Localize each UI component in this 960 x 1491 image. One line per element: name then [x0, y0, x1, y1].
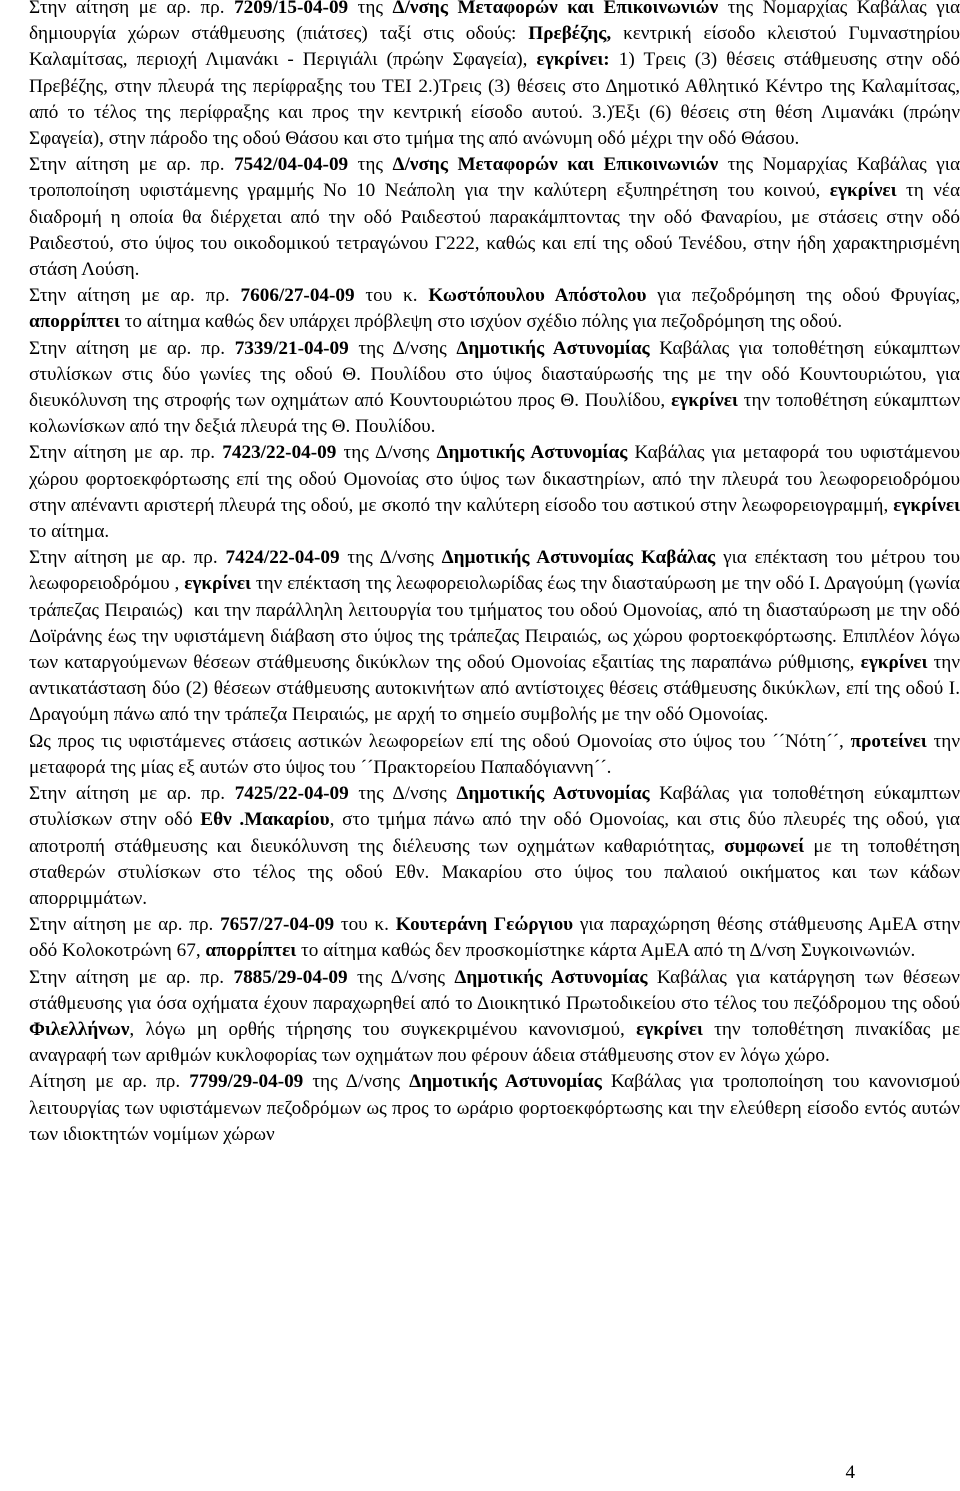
list-item	[0, 1069, 960, 1148]
item-number	[0, 912, 29, 938]
item-text: Στην αίτηση με αρ. πρ. 7657/27-04-09 του κ. Κουτεράνη Γεώργιου για παραχώρηση θέσης στάθμευσης ΑμΕΑ στην οδό Κολοκοτρώνη 67, απορρίπτει το αίτημα καθώς δεν προσκομίστηκε κάρτα ΑμΕΑ από τη Δ/νση Συγκοινωνιών.	[29, 914, 960, 962]
item-text: Στην αίτηση με αρ. πρ. 7885/29-04-09 της Δ/νσης Δημοτικής Αστυνομίας Καβάλας για κατάργηση των θέσεων στάθμευσης για όσα οχήματα έχουν παραχωρηθεί από το Διοικητικό Πρωτοδικείου στο τέλος του πεζόδρομου της οδού Φιλελλήνων, λόγω μη ορθής τήρησης του συγκεκριμένου κανονισμού, εγκρίνει την τοποθέτηση πινακίδας με αναγραφή των αριθμών κυκλοφορίας των οχημάτων που φέρουν άδεια στάθμευσης στον εν λόγω χώρο.	[29, 966, 960, 1067]
item-paragraph	[0, 545, 960, 728]
item-text: Στην αίτηση με αρ. πρ. 7606/27-04-09 του κ. Κωστόπουλου Απόστολου για πεζοδρόμηση της οδού Φρυγίας, απορρίπτει το αίτημα καθώς δεν υπάρχει πρόβλεψη στο ισχύον σχέδιο πόλης για πεζοδρόμηση της οδού.	[29, 285, 960, 333]
item-paragraph	[0, 0, 960, 152]
item-number	[0, 781, 29, 807]
item-paragraph	[0, 440, 960, 545]
list-item	[0, 336, 960, 441]
item-number	[0, 152, 29, 178]
list-item	[0, 545, 960, 781]
item-text: Στην αίτηση με αρ. πρ. 7424/22-04-09 της Δ/νσης Δημοτικής Αστυνομίας Καβάλας για επέκταση του μέτρου του λεωφορειοδρόμου , εγκρίνει την επέκταση της λεωφορειολωρίδας έως την διασταύρωση με την οδό Ι. Δραγούμη (γωνία τράπεζας Πειραιώς) και την παράλληλη λειτουργία του τμήματος του οδού Ομονοίας, από τη διασταύρωση με την οδό Δοϊράνης έως την υφιστάμενη διάβαση στο ύψος της τράπεζας Πειραιώς, ως χώρου φορτοεκφόρτωσης. Επιπλέον λόγω των καταργούμενων θέσεων στάθμευσης δικύκλων της οδού Ομονοίας εξαιτίας της παραπάνω ρύθμισης, εγκρίνει την αντικατάσταση δύο (2) θέσεων στάθμευσης αυτοκινήτων από αντίστοιχες θέσεις στάθμευσης δικύκλων, επί της οδού Ι. Δραγούμη πάνω από την τράπεζα Πειραιώς, με αρχή το σημείο συμβολής με την οδό Ομονοίας.	[29, 547, 960, 726]
item-text: Στην αίτηση με αρ. πρ. 7209/15-04-09 της Δ/νσης Μεταφορών και Επικοινωνιών της Νομαρχίας Καβάλας για δημιουργία χώρων στάθμευσης (πιάτσες) ταξί στις οδούς: Πρεβέζης, κεντρική είσοδο κλειστού Γυμναστηρίου Καλαμίτσας, περιοχή Λιμανάκι - Περιγιάλι (πρώην Σφαγεία), εγκρίνει: 1) Τρεις (3) θέσεις στάθμευσης στην οδό Πρεβέζης, στην πλευρά της περίφραξης του ΤΕΙ 2.)Τρεις (3) θέσεις στο Δημοτικό Αθλητικό Κέντρο της Καλαμίτσας, από το τέλος της περίφραξης και προς την κεντρική είσοδο αυτού. 3.)Έξι (6) θέσεις στη θέση Λιμανάκι (πρώην Σφαγεία), στην πάροδο της οδού Θάσου και στο τμήμα της από ανώνυμη οδό μέχρι την οδό Θάσου.	[29, 0, 960, 150]
page-number: 4	[845, 1462, 855, 1483]
list-item	[0, 912, 960, 964]
item-paragraph	[0, 152, 960, 283]
item-paragraph	[0, 1069, 960, 1148]
item-number	[0, 336, 29, 362]
list-item	[0, 152, 960, 283]
item-number	[0, 965, 29, 991]
list-item	[0, 965, 960, 1070]
list-item	[0, 781, 960, 912]
item-number	[0, 0, 29, 21]
item-number	[0, 545, 29, 571]
item-text: Αίτηση με αρ. πρ. 7799/29-04-09 της Δ/νσης Δημοτικής Αστυνομίας Καβάλας για τροποποίηση του κανονισμού λειτουργίας των υφιστάμενων πεζοδρόμων ως προς το ωράριο φορτοεκφόρτωσης και την ελεύθερη είσοδο εντός αυτών των ιδιοκτητών νομίμων χώρων	[29, 1071, 960, 1145]
item-paragraph	[0, 336, 960, 441]
item-extra-paragraph: Ως προς τις υφιστάμενες στάσεις αστικών λεωφορείων επί της οδού Ομονοίας στο ύψος του ´´Νότη´´, προτείνει την μεταφορά της μίας εξ αυτών στο ύψος του ´´Πρακτορείου Παπαδόγιαννη´´.	[29, 730, 960, 778]
item-number	[0, 440, 29, 466]
item-number	[0, 283, 29, 309]
item-text: Στην αίτηση με αρ. πρ. 7542/04-04-09 της Δ/νσης Μεταφορών και Επικοινωνιών της Νομαρχίας Καβάλας για τροποποίηση υφιστάμενης γραμμής Νο 10 Νεάπολη για την καλύτερη εξυπηρέτηση του κοινού, εγκρίνει τη νέα διαδρομή η οποία θα διέρχεται από την οδό Ραιδεστού παρακάμπτοντας την οδό Φαναρίου, με στάσεις στην οδό Ραιδεστού, στο ύψος του οικοδομικού τετραγώνου Γ222, καθώς και επί της οδού Τενέδου, στην ήδη χαρακτηρισμένη στάση Λούση.	[29, 154, 960, 281]
item-paragraph	[0, 912, 960, 964]
item-paragraph	[0, 965, 960, 1070]
item-number	[0, 1069, 29, 1095]
item-text: Στην αίτηση με αρ. πρ. 7425/22-04-09 της Δ/νσης Δημοτικής Αστυνομίας Καβάλας για τοποθέτηση εύκαμπτων στυλίσκων στην οδό Εθν .Μακαρίου, στο τμήμα πάνω από την οδό Ομονοίας, και στις δύο πλευρές της οδού, για αποτροπή στάθμευσης και διευκόλυνση της διέλευσης των οχημάτων καθαριότητας, συμφωνεί με τη τοποθέτηση σταθερών στυλίσκων στο τέλος της οδού Εθν. Μακαρίου στο ύψος του παλαιού οικήματος και των κάδων απορριμμάτων.	[29, 783, 960, 909]
item-text: Στην αίτηση με αρ. πρ. 7339/21-04-09 της Δ/νσης Δημοτικής Αστυνομίας Καβάλας για τοποθέτηση εύκαμπτων στυλίσκων στις δύο γωνίες της οδού Θ. Πουλίδου στο ύψος διασταύρωσής της με την οδό Κουντουριώτου, για διευκόλυνση της στροφής των οχημάτων από Κουντουριώτου προς Θ. Πουλίδου, εγκρίνει την τοποθέτηση εύκαμπτων κολωνίσκων από την δεξιά πλευρά της Θ. Πουλίδου.	[29, 337, 960, 438]
list-item	[0, 0, 960, 152]
item-paragraph	[0, 283, 960, 335]
item-paragraph	[0, 781, 960, 912]
list-item	[0, 283, 960, 335]
item-text: Στην αίτηση με αρ. πρ. 7423/22-04-09 της Δ/νσης Δημοτικής Αστυνομίας Καβάλας για μεταφορά του υφιστάμενου χώρου φορτοεκφόρτωσης επί της οδού Ομονοίας στο ύψος των δικαστηρίων, από την πλευρά του λεωφορειοδρόμου στην απέναντι αριστερή πλευρά της οδού, με σκοπό την καλύτερη είσοδο του αστικού στην λεωφορειογραμμή, εγκρίνει το αίτημα.	[29, 442, 960, 543]
list-item	[0, 440, 960, 545]
